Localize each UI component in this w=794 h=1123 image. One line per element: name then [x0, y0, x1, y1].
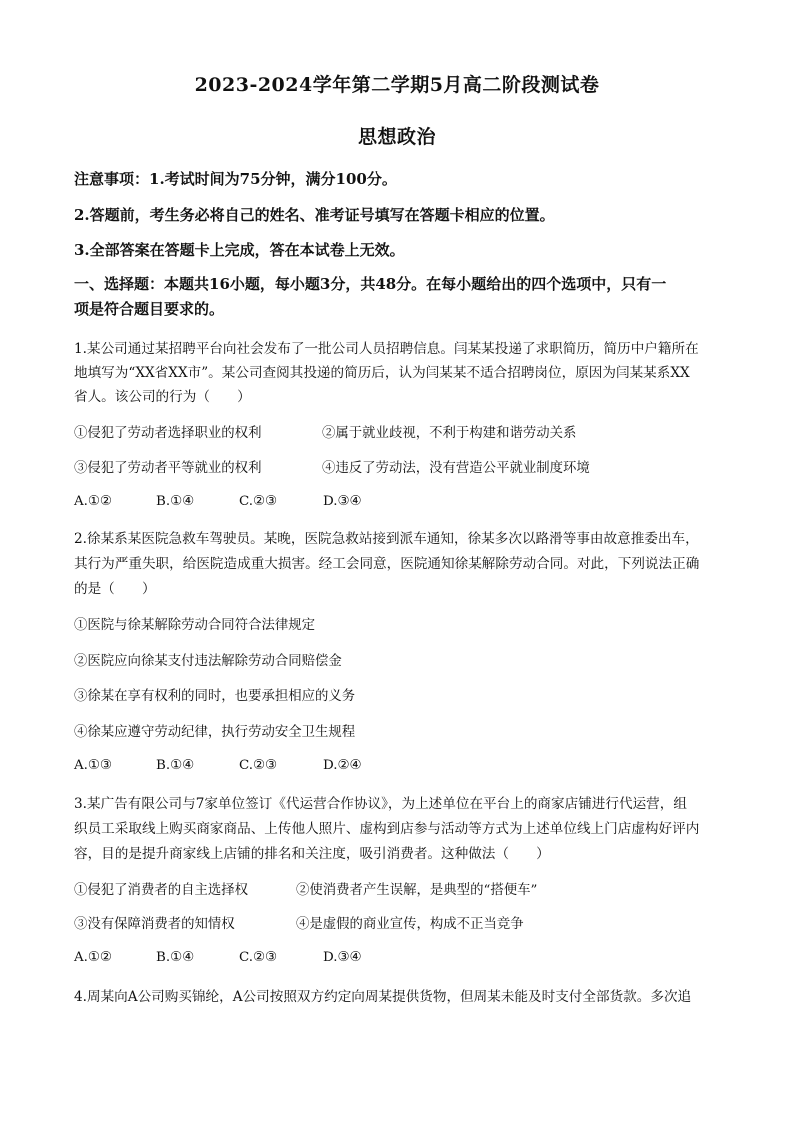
q1-option-1: ①侵犯了劳动者选择职业的权利 — [74, 426, 262, 441]
q2-option-4: ④徐某应遵守劳动纪律，执行劳动安全卫生规程 — [74, 725, 356, 740]
q3-option-4: ④是虚假的商业宣传，构成不正当竞争 — [296, 917, 524, 932]
q3-stem-line-2: 织员工采取线上购买商家商品、上传他人照片、虚构到店参与活动等方式为上述单位线上门店虚构好评内 — [74, 821, 700, 837]
q2-stem-line-3: 的是（ ） — [74, 581, 156, 597]
q2-option-2: ②医院应向徐某支付违法解除劳动合同赔偿金 — [74, 654, 342, 669]
notice-line-2: 2.答题前，考生务必将自己的姓名、准考证号填写在答题卡相应的位置。 — [74, 206, 555, 224]
q1-choice-a: A.①② — [74, 494, 112, 509]
q4-stem-line-1: 4.周某向A公司购买锦纶，A公司按照双方约定向周某提供货物，但周某未能及时支付全部货款。多次追 — [74, 989, 692, 1005]
q3-option-3: ③没有保障消费者的知情权 — [74, 917, 235, 932]
q1-option-2: ②属于就业歧视，不利于构建和谐劳动关系 — [322, 426, 577, 441]
q3-option-2: ②使消费者产生误解，是典型的“搭便车” — [296, 883, 538, 898]
q2-option-3: ③徐某在享有权利的同时，也要承担相应的义务 — [74, 689, 356, 704]
q3-stem-line-3: 容，目的是提升商家线上店铺的排名和关注度，吸引消费者。这种做法（ ） — [74, 846, 550, 862]
q3-option-1: ①侵犯了消费者的自主选择权 — [74, 883, 249, 898]
q2-choice-d: D.②④ — [323, 758, 362, 773]
q3-choice-c: C.②③ — [239, 950, 278, 965]
q1-stem-line-3: 省人。该公司的行为（ ） — [74, 389, 251, 405]
q1-choice-b: B.①④ — [156, 494, 195, 509]
q1-stem-line-1: 1.某公司通过某招聘平台向社会发布了一批公司人员招聘信息。闫某某投递了求职简历，简历中户籍所在 — [74, 341, 699, 357]
notice-line-1: 注意事项：1.考试时间为75分钟，满分100分。 — [74, 170, 397, 188]
q2-stem-line-1: 2.徐某系某医院急救车驾驶员。某晚，医院急救站接到派车通知，徐某多次以路滑等事由故意推委出车， — [74, 531, 699, 547]
q2-choice-a: A.①③ — [74, 758, 112, 773]
q3-choice-a: A.①② — [74, 950, 112, 965]
exam-title: 2023-2024学年第二学期5月高二阶段测试卷 — [194, 74, 600, 96]
subject-title: 思想政治 — [357, 126, 436, 148]
q1-option-3: ③侵犯了劳动者平等就业的权利 — [74, 461, 262, 476]
q2-option-1: ①医院与徐某解除劳动合同符合法律规定 — [74, 618, 316, 633]
q2-choice-b: B.①④ — [156, 758, 195, 773]
q3-stem-line-1: 3.某广告有限公司与7家单位签订《代运营合作协议》，为上述单位在平台上的商家店铺进行代运营，组 — [74, 796, 687, 812]
q1-choice-d: D.③④ — [323, 494, 362, 509]
q1-stem-line-2: 地填写为“XX省XX市”。某公司查阅其投递的简历后，认为闫某某不适合招聘岗位，原因为闫某某系XX — [74, 365, 690, 381]
q2-stem-line-2: 其行为严重失职，给医院造成重大损害。经工会同意，医院通知徐某解除劳动合同。对此，下列说法正确 — [74, 556, 700, 572]
section-heading-line-2: 项是符合题目要求的。 — [74, 300, 225, 318]
q3-choice-d: D.③④ — [323, 950, 362, 965]
q1-option-4: ④违反了劳动法，没有营造公平就业制度环境 — [322, 461, 590, 476]
notice-line-3: 3.全部答案在答题卡上完成，答在本试卷上无效。 — [74, 241, 405, 259]
section-heading-line-1: 一、选择题：本题共16小题，每小题3分，共48分。在每小题给出的四个选项中，只有一 — [74, 275, 667, 293]
q3-choice-b: B.①④ — [156, 950, 195, 965]
q2-choice-c: C.②③ — [239, 758, 278, 773]
q1-choice-c: C.②③ — [239, 494, 278, 509]
